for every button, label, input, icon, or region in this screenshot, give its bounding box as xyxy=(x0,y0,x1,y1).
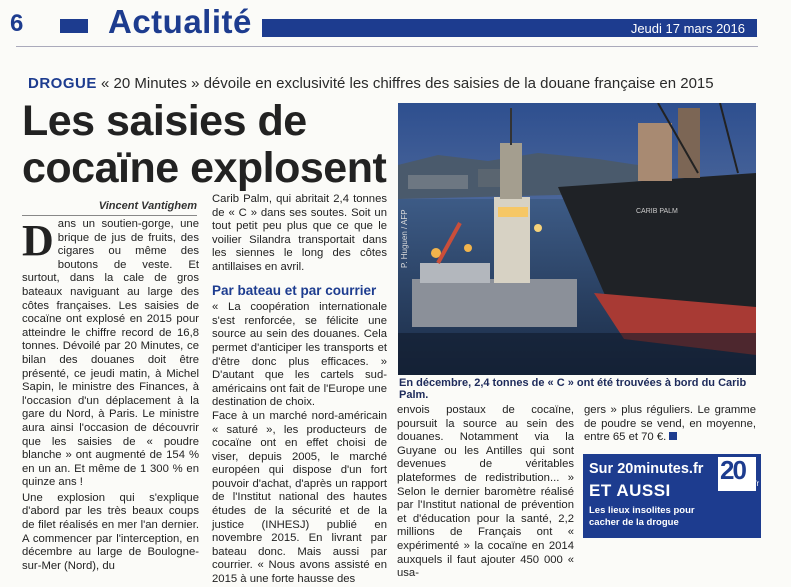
paragraph: Face à un marché nord-américain « saturé », les producteurs de cocaïne ont en effet choisi de viser, depuis 2005, le marché européen qui dispose d'un fort pouvoir d'achat, d'après un rapport de l'Institut national des hautes études de la sécurité et de la justice (INHESJ) publié en novembre 2015. En livrant par bateau donc. Mais aussi par courrier. « Nous avons assisté en 2015 à une forte hausse des xyxy=(212,409,387,586)
kicker-label: DROGUE xyxy=(28,75,97,92)
author-byline: Vincent Vantighem xyxy=(98,200,197,212)
article-column-4 xyxy=(584,404,756,445)
section-title: Actualité xyxy=(108,3,252,40)
promo-link-text[interactable]: Les lieux insolites pour cacher de la drogue xyxy=(589,505,695,528)
header-bar xyxy=(262,19,757,37)
ship-photo-illustration xyxy=(398,103,756,375)
paragraph-text: gers » plus réguliers. Le gramme de poudre se vend, en moyenne, entre 65 et 70 €. xyxy=(584,404,756,444)
paragraph: envois postaux de cocaïne, poursuit la source au sein des douanes. Notamment via la Guyane ou les Antilles qui sont devenues de véritables plateformes de redistribution... » Selon le dernier baromètre réalisé par l'Institut national de prévention et d'éducation pour la santé, 2,2 millions de Français ont « expérimenté » la cocaïne en 2014 auxquels il faut ajouter 450 000 « usa- xyxy=(397,404,574,580)
header-rule xyxy=(16,46,758,47)
paragraph: Une explosion qui s'explique d'abord par les très beaux coups de filet réalisés en mer l'an dernier. A commencer par l'interception, en décembre au large de Boulogne-sur-Mer (Nord), du xyxy=(22,491,199,572)
article-column-3 xyxy=(397,404,574,581)
headline xyxy=(22,98,402,192)
issue-date: Jeudi 17 mars 2016 xyxy=(630,21,745,36)
brand-logo-suffix: .fr xyxy=(752,479,760,488)
article-column-1 xyxy=(22,218,199,573)
article-photo xyxy=(398,103,756,375)
page-number: 6 xyxy=(10,10,24,37)
promo-site-label[interactable]: Sur 20minutes.fr xyxy=(589,461,704,477)
paragraph: Carib Palm, qui abritait 2,4 tonnes de « C » dans ses soutes. Soit un tout petit peu plus que ce que le voilier Silandra transportait dans les siennes le long des côtes antillaises en avril. xyxy=(212,193,387,273)
kicker xyxy=(28,75,714,92)
kicker-text: « 20 Minutes » dévoile en exclusivité les chiffres des saisies de la douane française en 2015 xyxy=(101,75,714,92)
promo-title: ET AUSSI xyxy=(589,481,671,500)
end-mark-icon xyxy=(669,432,677,440)
brand-logo-number: 20 xyxy=(720,455,745,485)
drop-cap: D xyxy=(22,216,54,265)
photo-caption: En décembre, 2,4 tonnes de « C » ont été trouvées à bord du Carib Palm. xyxy=(399,377,747,401)
photo-credit: P. Huguen / AFP xyxy=(400,209,409,268)
ship-name: CARIB PALM xyxy=(636,208,678,215)
headline-line-2: cocaïne explosent xyxy=(22,144,387,192)
article-column-2 xyxy=(212,193,387,587)
paragraph xyxy=(584,404,756,445)
paragraph: « La coopération internationale s'est renforcée, se félicite une source au sein des douanes. Cela permet d'anticiper les transports et d'être donc plus efficaces. » D'autant que les cartels sud-américains ont fait de l'Europe une destination de choix. xyxy=(212,301,387,409)
section-marker xyxy=(60,19,88,33)
paragraph: ans un soutien-gorge, une brique de jus de fruits, des cigares ou même des boutons de veste. Et surtout, dans la cale de gros bateaux naviguant au large des côtes françaises. Les saisies de cocaïne ont explosé en 2015 pour atteindre le chiffre record de 16,8 tonnes. Dévoilé par 20 Minutes, ce bilan des douanes doit être présenté, ce jeudi matin, à Michel Sapin, le ministre des Finances, à l'occasion d'un déplacement à la gare du Nord, à Paris. Le ministre aura ainsi l'occasion de découvrir que les saisies de « poudre blanche » ont augmenté de 154 % en un an. Et même de 1 300 % en quinze ans ! xyxy=(22,218,199,489)
headline-line-1: Les saisies de xyxy=(22,97,307,145)
subheading: Par bateau et par courrier xyxy=(212,282,377,298)
